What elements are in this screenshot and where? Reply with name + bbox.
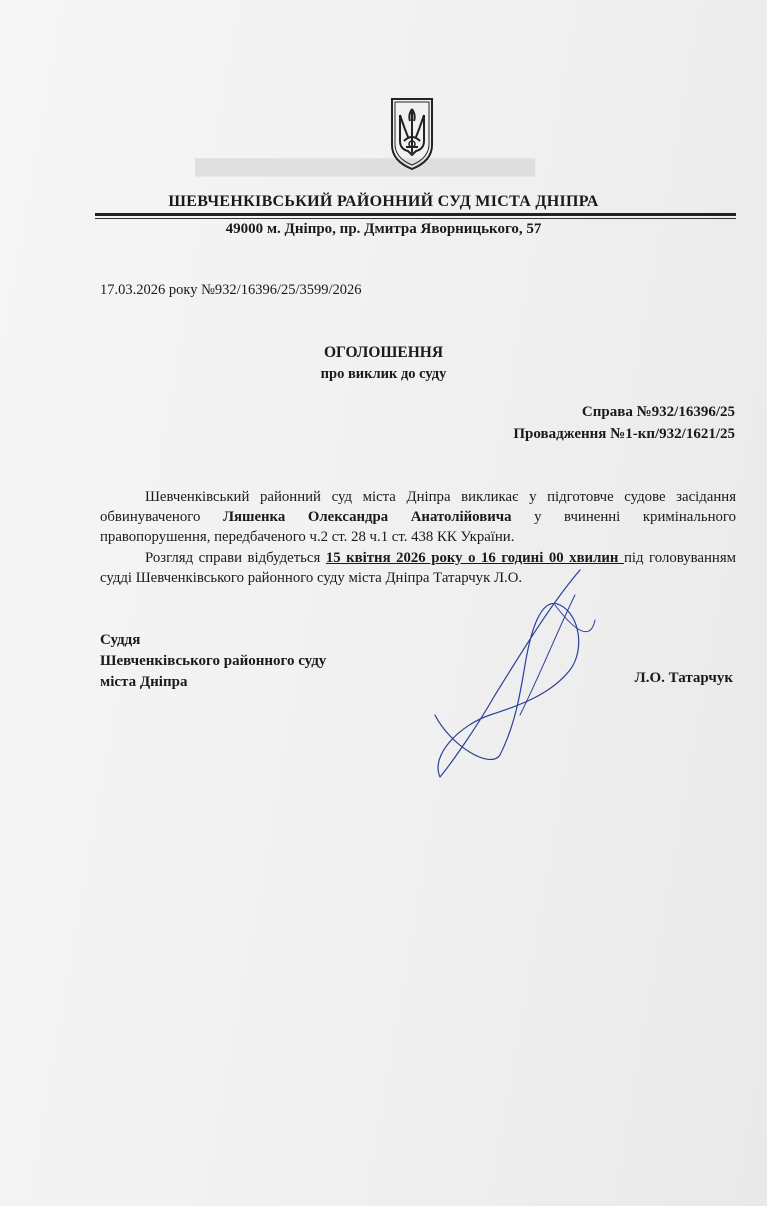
document-title: ОГОЛОШЕННЯ (323, 344, 444, 361)
accused-name: Ляшенка Олександра Анатолійовича (222, 509, 512, 525)
court-name: ШЕВЧЕНКІВСЬКИЙ РАЙОННИЙ СУД МІСТА ДНІПРА (168, 193, 599, 210)
case-number: Справа №932/16396/25 (581, 404, 735, 420)
judge-title-block (100, 630, 326, 693)
paragraph-text: під головуванням судді Шевченківського районного суду міста Дніпра Татарчук Л.О. (100, 550, 736, 586)
proceeding-number: Провадження №1-кп/932/1621/25 (513, 426, 735, 442)
document-subtitle: про виклик до суду (320, 366, 447, 382)
header-divider-thin (95, 218, 736, 219)
judge-title-line: Шевченківського районного суду (100, 653, 327, 669)
bleed-through-shadow: ████████████████████████████████ (195, 160, 536, 176)
handwritten-signature (420, 565, 620, 780)
header-divider (95, 213, 736, 216)
judge-title-line: міста Дніпра (100, 674, 188, 690)
hearing-datetime: 15 квітня 2026 року о 16 годині 00 хвилин (325, 550, 624, 566)
date-reference: 17.03.2026 року №932/16396/25/3599/2026 (100, 282, 362, 298)
hearing-paragraph (100, 548, 736, 588)
judge-name: Л.О. Татарчук (634, 670, 733, 686)
paragraph-text: у вчиненні кримінального правопорушення, передбаченого ч.2 ст. 28 ч.1 ст. 438 КК України. (100, 509, 736, 545)
paragraph-text: Розгляд справи відбудеться (145, 550, 326, 566)
judge-title-line: Суддя (100, 632, 141, 648)
trident-coat-of-arms-icon (388, 97, 436, 171)
summons-paragraph (100, 487, 736, 547)
court-address: 49000 м. Дніпро, пр. Дмитра Яворницького, 57 (225, 221, 542, 237)
paragraph-text: Шевченківський районний суд міста Дніпра викликає у підготовче судове засідання обвинуваченого (100, 489, 736, 525)
